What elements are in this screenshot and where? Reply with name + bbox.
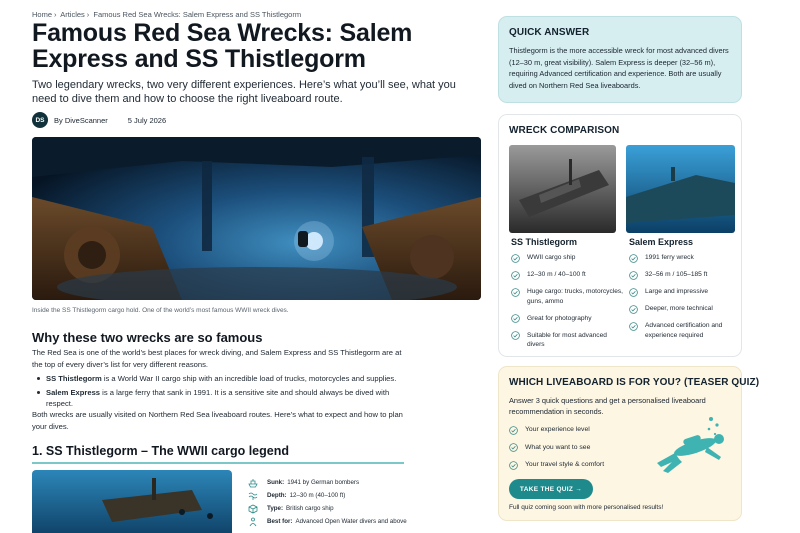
list-item: What you want to see — [509, 443, 731, 453]
quiz-note: Full quiz coming soon with more personalised results! — [509, 504, 664, 511]
list-item: Advanced certification and experience required — [629, 321, 741, 340]
fact-type: Type: British cargo ship — [248, 502, 448, 515]
depth-icon — [248, 491, 258, 501]
check-circle-icon — [629, 254, 638, 263]
check-circle-icon — [629, 305, 638, 314]
hero-caption: Inside the SS Thistlegorm cargo hold. One of the world’s most famous WWII wreck dives. — [32, 307, 289, 314]
quiz-card — [498, 366, 760, 521]
wreck-comparison-card — [498, 114, 742, 357]
column-heading: SS Thistlegorm — [511, 237, 578, 247]
quick-answer-title: QUICK ANSWER — [509, 27, 590, 38]
page-subtitle: Two legendary wrecks, two very different experiences. Here’s what you’ll see, what you need to dive them and how to choose the right liveaboard route. — [32, 79, 456, 105]
list-item: Huge cargo: trucks, motorcycles, guns, ammo — [511, 287, 623, 306]
list-item: WWII cargo ship — [511, 253, 623, 263]
check-circle-icon — [629, 322, 638, 331]
quick-answer-body: Thistlegorm is the more accessible wreck for most advanced divers (12–30 m, great visibility). Salem Express is deeper (32–56 m), requiring Advanced certification and experience. Both are usually dived on Northern Red Sea liveaboards. — [509, 46, 729, 90]
blue-wreck-illustration — [626, 145, 735, 233]
breadcrumb-separator: › — [86, 10, 90, 19]
fact-best-for: Best for: Advanced Open Water divers and above — [248, 515, 448, 528]
list-item: Your travel style & comfort — [509, 460, 731, 470]
list-item: SS Thistlegorm is a World War II cargo ship with an incredible load of trucks, motorcycles and supplies. — [32, 373, 412, 385]
thistlegorm-thumbnail — [509, 145, 616, 233]
list-item: Suitable for most advanced divers — [511, 331, 623, 350]
scuba-diver-icon — [647, 415, 739, 477]
list-item: Large and impressive — [629, 287, 741, 297]
breadcrumb-articles[interactable]: Articles — [60, 10, 85, 19]
quick-answer-card — [498, 16, 742, 103]
column-heading: Salem Express — [629, 237, 694, 247]
subsection-heading: 1. SS Thistlegorm – The WWII cargo legend — [32, 444, 289, 458]
wreck-bullets — [32, 373, 412, 412]
comparison-column-salem-express — [629, 237, 741, 348]
quiz-body: Answer 3 quick questions and get a personalised liveaboard recommendation in seconds. — [509, 396, 706, 416]
comparison-title: WRECK COMPARISON — [509, 125, 620, 136]
breadcrumb-separator: › — [54, 10, 57, 19]
avatar: DS — [32, 112, 48, 128]
check-circle-icon — [509, 443, 518, 452]
breadcrumb-current: Famous Red Sea Wrecks: Salem Express and SS Thistlegorm — [93, 10, 302, 19]
page-title: Famous Red Sea Wrecks: Salem Express and SS Thistlegorm — [32, 19, 413, 73]
list-item: Great for photography — [511, 314, 623, 324]
quiz-title: WHICH LIVEABOARD IS FOR YOU? (TEASER QUIZ) — [509, 377, 760, 388]
list-item: Deeper, more technical — [629, 304, 741, 314]
diver-icon — [248, 517, 258, 527]
bw-wreck-illustration — [509, 145, 616, 233]
breadcrumb — [32, 10, 301, 19]
salem-express-thumbnail — [626, 145, 735, 233]
check-circle-icon — [511, 271, 520, 280]
list-item: 32–56 m / 105–185 ft — [629, 270, 741, 280]
thistlegorm-facts — [248, 476, 448, 528]
check-circle-icon — [511, 331, 520, 340]
take-quiz-button[interactable]: TAKE THE QUIZ → — [509, 479, 593, 499]
breadcrumb-home[interactable]: Home — [32, 10, 53, 19]
check-circle-icon — [629, 271, 638, 280]
intro-paragraph: The Red Sea is one of the world’s best places for wreck diving, and Salem Express and SS Thistlegorm are at the top of every diver’s list for very different reasons. — [32, 348, 402, 369]
thistlegorm-illustration — [32, 470, 232, 533]
list-item: 12–30 m / 40–100 ft — [511, 270, 623, 280]
publish-date: 5 July 2026 — [127, 115, 167, 125]
check-circle-icon — [511, 288, 520, 297]
check-circle-icon — [509, 461, 518, 470]
hero-image — [32, 137, 481, 300]
comparison-images — [509, 145, 735, 233]
fact-sunk: Sunk: 1941 by German bombers — [248, 476, 448, 489]
author-name[interactable]: By DiveScanner — [54, 115, 108, 125]
thistlegorm-image — [32, 470, 232, 533]
wreck-hold-illustration — [32, 137, 481, 300]
heading-divider — [32, 462, 404, 464]
check-circle-icon — [511, 254, 520, 263]
list-item: Salem Express is a large ferry that sank in 1991. It is a sensitive site and should always be dived with respect. — [32, 387, 412, 410]
fact-depth: Depth: 12–30 m (40–100 ft) — [248, 489, 448, 502]
check-circle-icon — [629, 288, 638, 297]
list-item: Your experience level — [509, 425, 731, 435]
cargo-icon — [248, 504, 258, 514]
list-item: 1991 ferry wreck — [629, 253, 741, 263]
comparison-column-thistlegorm — [511, 237, 623, 357]
ship-icon — [248, 478, 258, 488]
check-circle-icon — [509, 426, 518, 435]
check-circle-icon — [511, 314, 520, 323]
author-line — [32, 112, 166, 128]
outro-paragraph: Both wrecks are usually visited on Northern Red Sea liveaboard routes. Here’s what to expect and how to plan your dives. — [32, 410, 403, 431]
section-heading: Why these two wrecks are so famous — [32, 330, 263, 345]
